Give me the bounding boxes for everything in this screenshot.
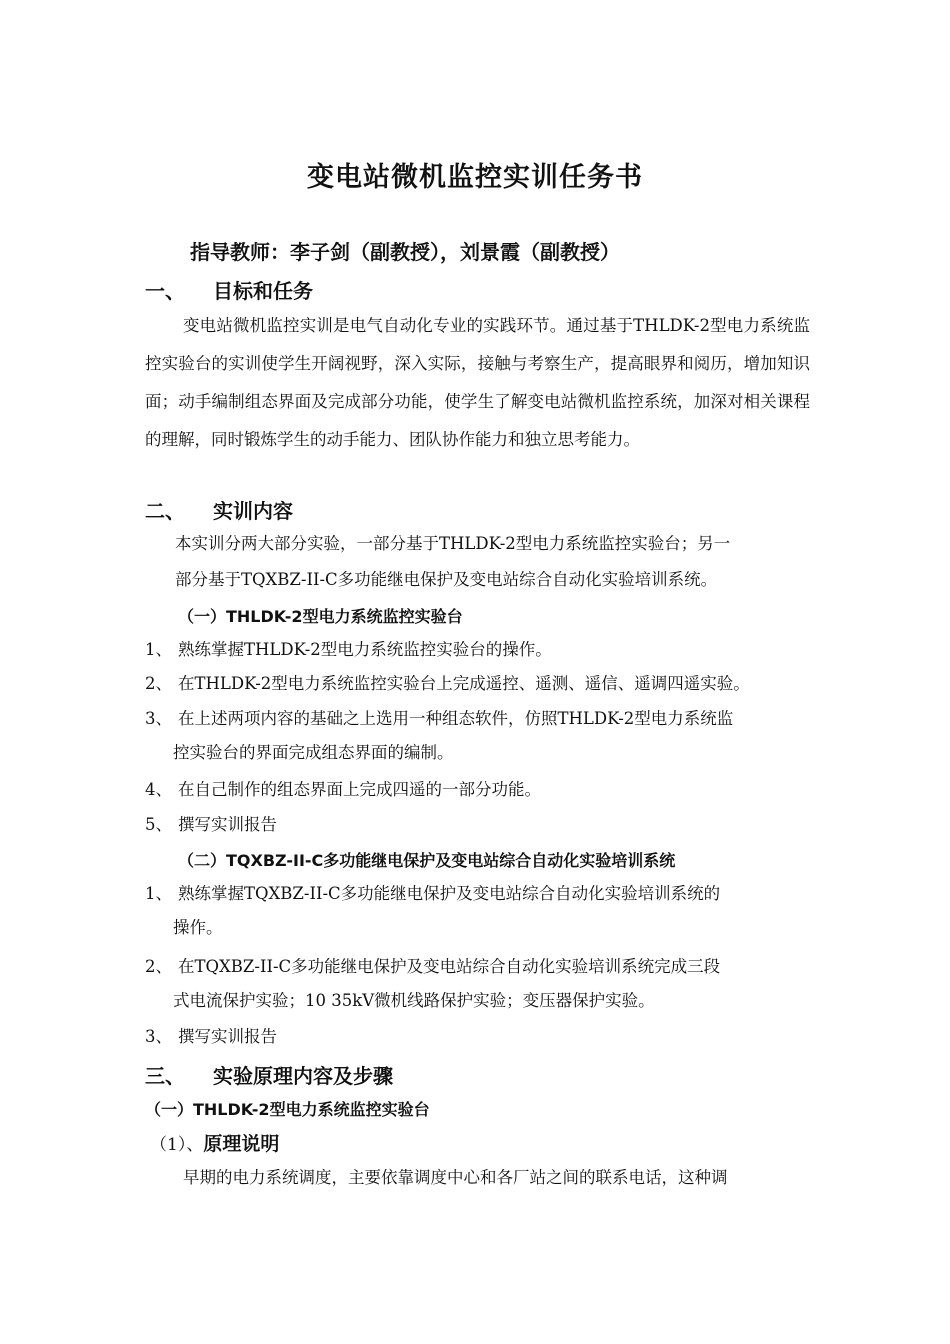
- principle-body: [145, 1160, 810, 1196]
- section-2-heading: [145, 495, 293, 524]
- section-2-intro: [145, 526, 810, 598]
- page-title: 变电站微机监控实训任务书: [307, 162, 643, 193]
- list-item: 3、 撰写实训报告: [145, 1027, 277, 1046]
- list-item: 4、 在自己制作的组态界面上完成四遥的一部分功能。: [145, 780, 541, 799]
- part-2-title: （二）TQXBZ-II-C多功能继电保护及变电站综合自动化实验培训系统: [178, 851, 676, 870]
- section-2-title: 实训内容: [213, 499, 293, 523]
- instructors-line: 指导教师：李子剑（副教授），刘景霞（副教授）: [190, 240, 620, 264]
- principle-number: （1）、: [150, 1135, 204, 1155]
- section-3-number: 三、: [145, 1064, 185, 1088]
- part-1-title: （一）THLDK-2型电力系统监控实验台: [178, 607, 463, 626]
- principle-heading: [150, 1129, 279, 1156]
- section-3-subtitle: （一）THLDK-2型电力系统监控实验台: [145, 1100, 430, 1119]
- section-1-title: 目标和任务: [213, 279, 313, 303]
- intro-line-2: 部分基于TQXBZ-II-C多功能继电保护及变电站综合自动化实验培训系统。: [175, 570, 718, 589]
- list-item: 1、 熟练掌握THLDK-2型电力系统监控实验台的操作。: [145, 640, 552, 659]
- list-item: 1、 熟练掌握TQXBZ-II-C多功能继电保护及变电站综合自动化实验培训系统的 操作。: [145, 884, 721, 937]
- list-item: 5、 撰写实训报告: [145, 815, 277, 834]
- intro-line-1: 本实训分两大部分实验，一部分基于THLDK-2型电力系统监控实验台；另一: [175, 534, 731, 553]
- principle-line-1: 早期的电力系统调度，主要依靠调度中心和各厂站之间的联系电话，这种调: [183, 1168, 728, 1187]
- section-3-title: 实验原理内容及步骤: [213, 1064, 393, 1088]
- list-item: 2、 在THLDK-2型电力系统监控实验台上完成遥控、遥测、遥信、遥调四遥实验。: [145, 674, 750, 693]
- list-item: 3、 在上述两项内容的基础之上选用一种组态软件，仿照THLDK-2型电力系统监 控实验台的界面完成组态界面的编制。: [145, 709, 734, 762]
- principle-title: 原理说明: [203, 1133, 280, 1155]
- section-1-number: 一、: [145, 279, 185, 303]
- section-3-heading: [145, 1060, 393, 1089]
- section-2-number: 二、: [145, 499, 185, 523]
- section-1-body: 变电站微机监控实训是电气自动化专业的实践环节。通过基于THLDK-2型电力系统监控实验台的实训使学生开阔视野，深入实际，接触与考察生产，提高眼界和阅历，增加知识面；动手编制组态界面及完成部分功能，使学生了解变电站微机监控系统，加深对相关课程的理解，同时锻炼学生的动手能力、团队协作能力和独立思考能力。: [145, 316, 810, 449]
- list-item: 2、 在TQXBZ-II-C多功能继电保护及变电站综合自动化实验培训系统完成三段 式电流保护实验；10 35kV微机线路保护实验；变压器保护实验。: [145, 957, 721, 1010]
- section-1-heading: [145, 275, 313, 304]
